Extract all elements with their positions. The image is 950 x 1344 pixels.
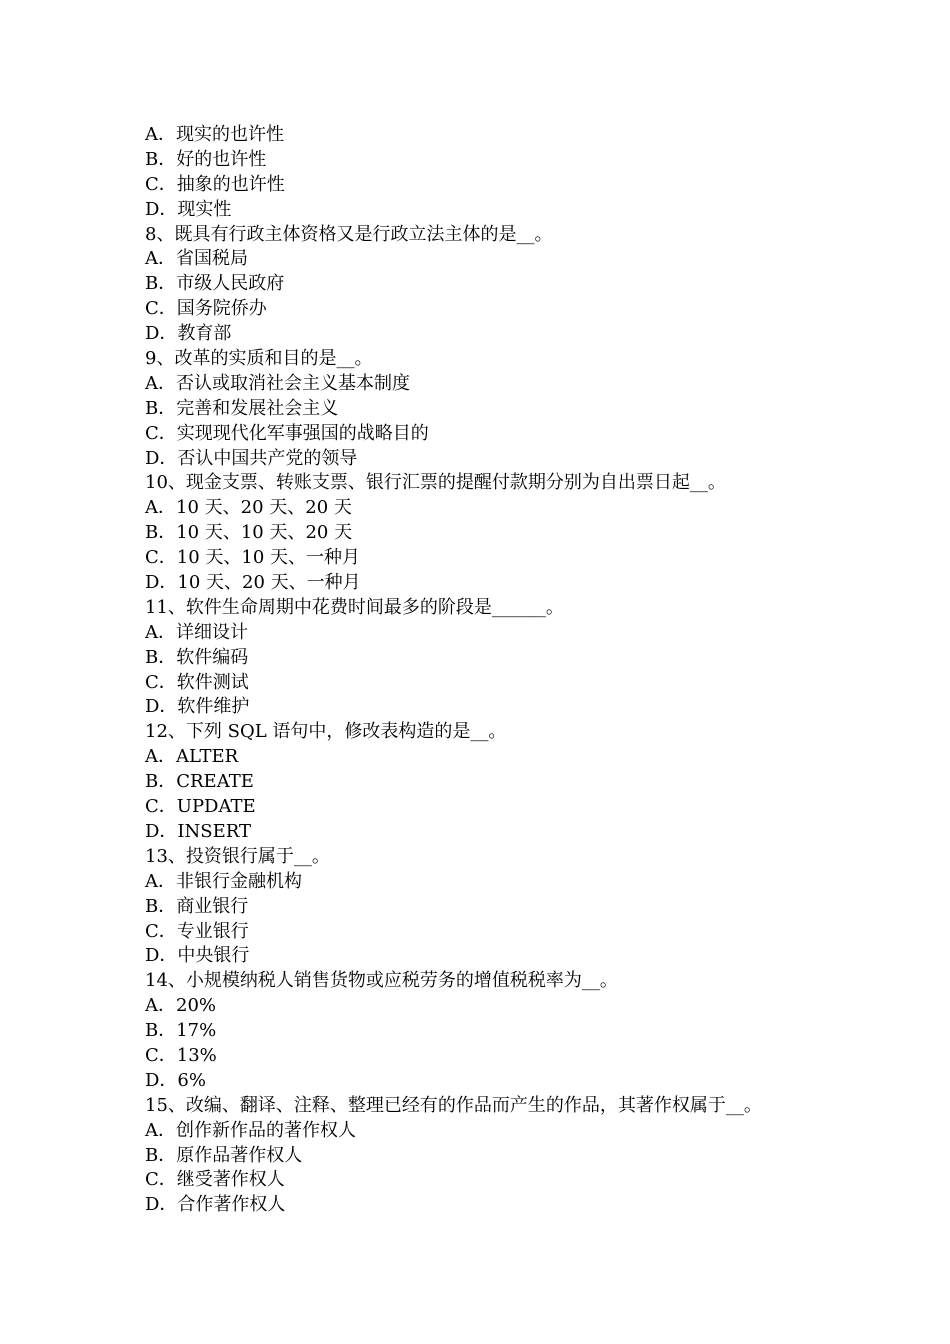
question-line: 9、改革的实质和目的是__。 [145,348,373,370]
option-line: C．10 天、10 天、一种月 [145,547,361,569]
option-line: B．完善和发展社会主义 [145,397,339,419]
question-line: 11、软件生命周期中花费时间最多的阶段是______。 [145,596,564,618]
option-line: C．UPDATE [145,796,256,818]
option-line: D．合作著作权人 [145,1194,286,1216]
question-line: 15、改编、翻译、注释、整理已经有的作品而产生的作品，其著作权属于__。 [145,1094,762,1116]
option-line: A．20% [145,995,217,1017]
option-line: D．现实性 [145,198,232,220]
question-line: 8、既具有行政主体资格又是行政立法主体的是__。 [145,223,553,245]
option-line: D．6% [145,1069,206,1091]
option-line: B．17% [145,1020,217,1042]
option-line: B．原作品著作权人 [145,1144,303,1166]
option-line: A．ALTER [145,746,239,768]
option-line: A．非银行金融机构 [145,870,302,892]
option-line: D．否认中国共产党的领导 [145,447,358,469]
option-line: A．10 天、20 天、20 天 [145,497,352,519]
document-body [145,123,915,1218]
option-line: A．省国税局 [145,248,248,270]
option-line: B．市级人民政府 [145,273,285,295]
question-line: 12、下列 SQL 语句中，修改表构造的是__。 [145,721,507,743]
question-line: 14、小规模纳税人销售货物或应税劳务的增值税税率为__。 [145,970,618,992]
option-line: D．INSERT [145,820,252,842]
option-line: C．继受著作权人 [145,1169,285,1191]
option-line: C．软件测试 [145,671,249,693]
option-line: C．抽象的也许性 [145,173,285,195]
option-line: D．10 天、20 天、一种月 [145,572,361,594]
option-line: A．创作新作品的著作权人 [145,1119,356,1141]
option-line: A．现实的也许性 [145,124,284,145]
option-line: A．详细设计 [145,621,248,643]
option-line: C．13% [145,1044,217,1066]
option-line: B．好的也许性 [145,148,267,170]
option-line: A．否认或取消社会主义基本制度 [145,372,410,394]
option-line: C．实现现代化军事强国的战略目的 [145,422,429,444]
option-line: B．CREATE [145,771,254,793]
option-line: C．专业银行 [145,920,249,942]
option-line: B．商业银行 [145,895,249,917]
option-line: D．中央银行 [145,945,250,967]
question-line: 13、投资银行属于__。 [145,845,330,867]
question-line: 10、现金支票、转账支票、银行汇票的提醒付款期分别为自出票日起__。 [145,472,726,494]
option-line: D．软件维护 [145,696,250,718]
option-line: D．教育部 [145,323,232,345]
option-line: B．软件编码 [145,646,249,668]
option-line: B．10 天、10 天、20 天 [145,522,353,544]
option-line: C．国务院侨办 [145,298,267,320]
